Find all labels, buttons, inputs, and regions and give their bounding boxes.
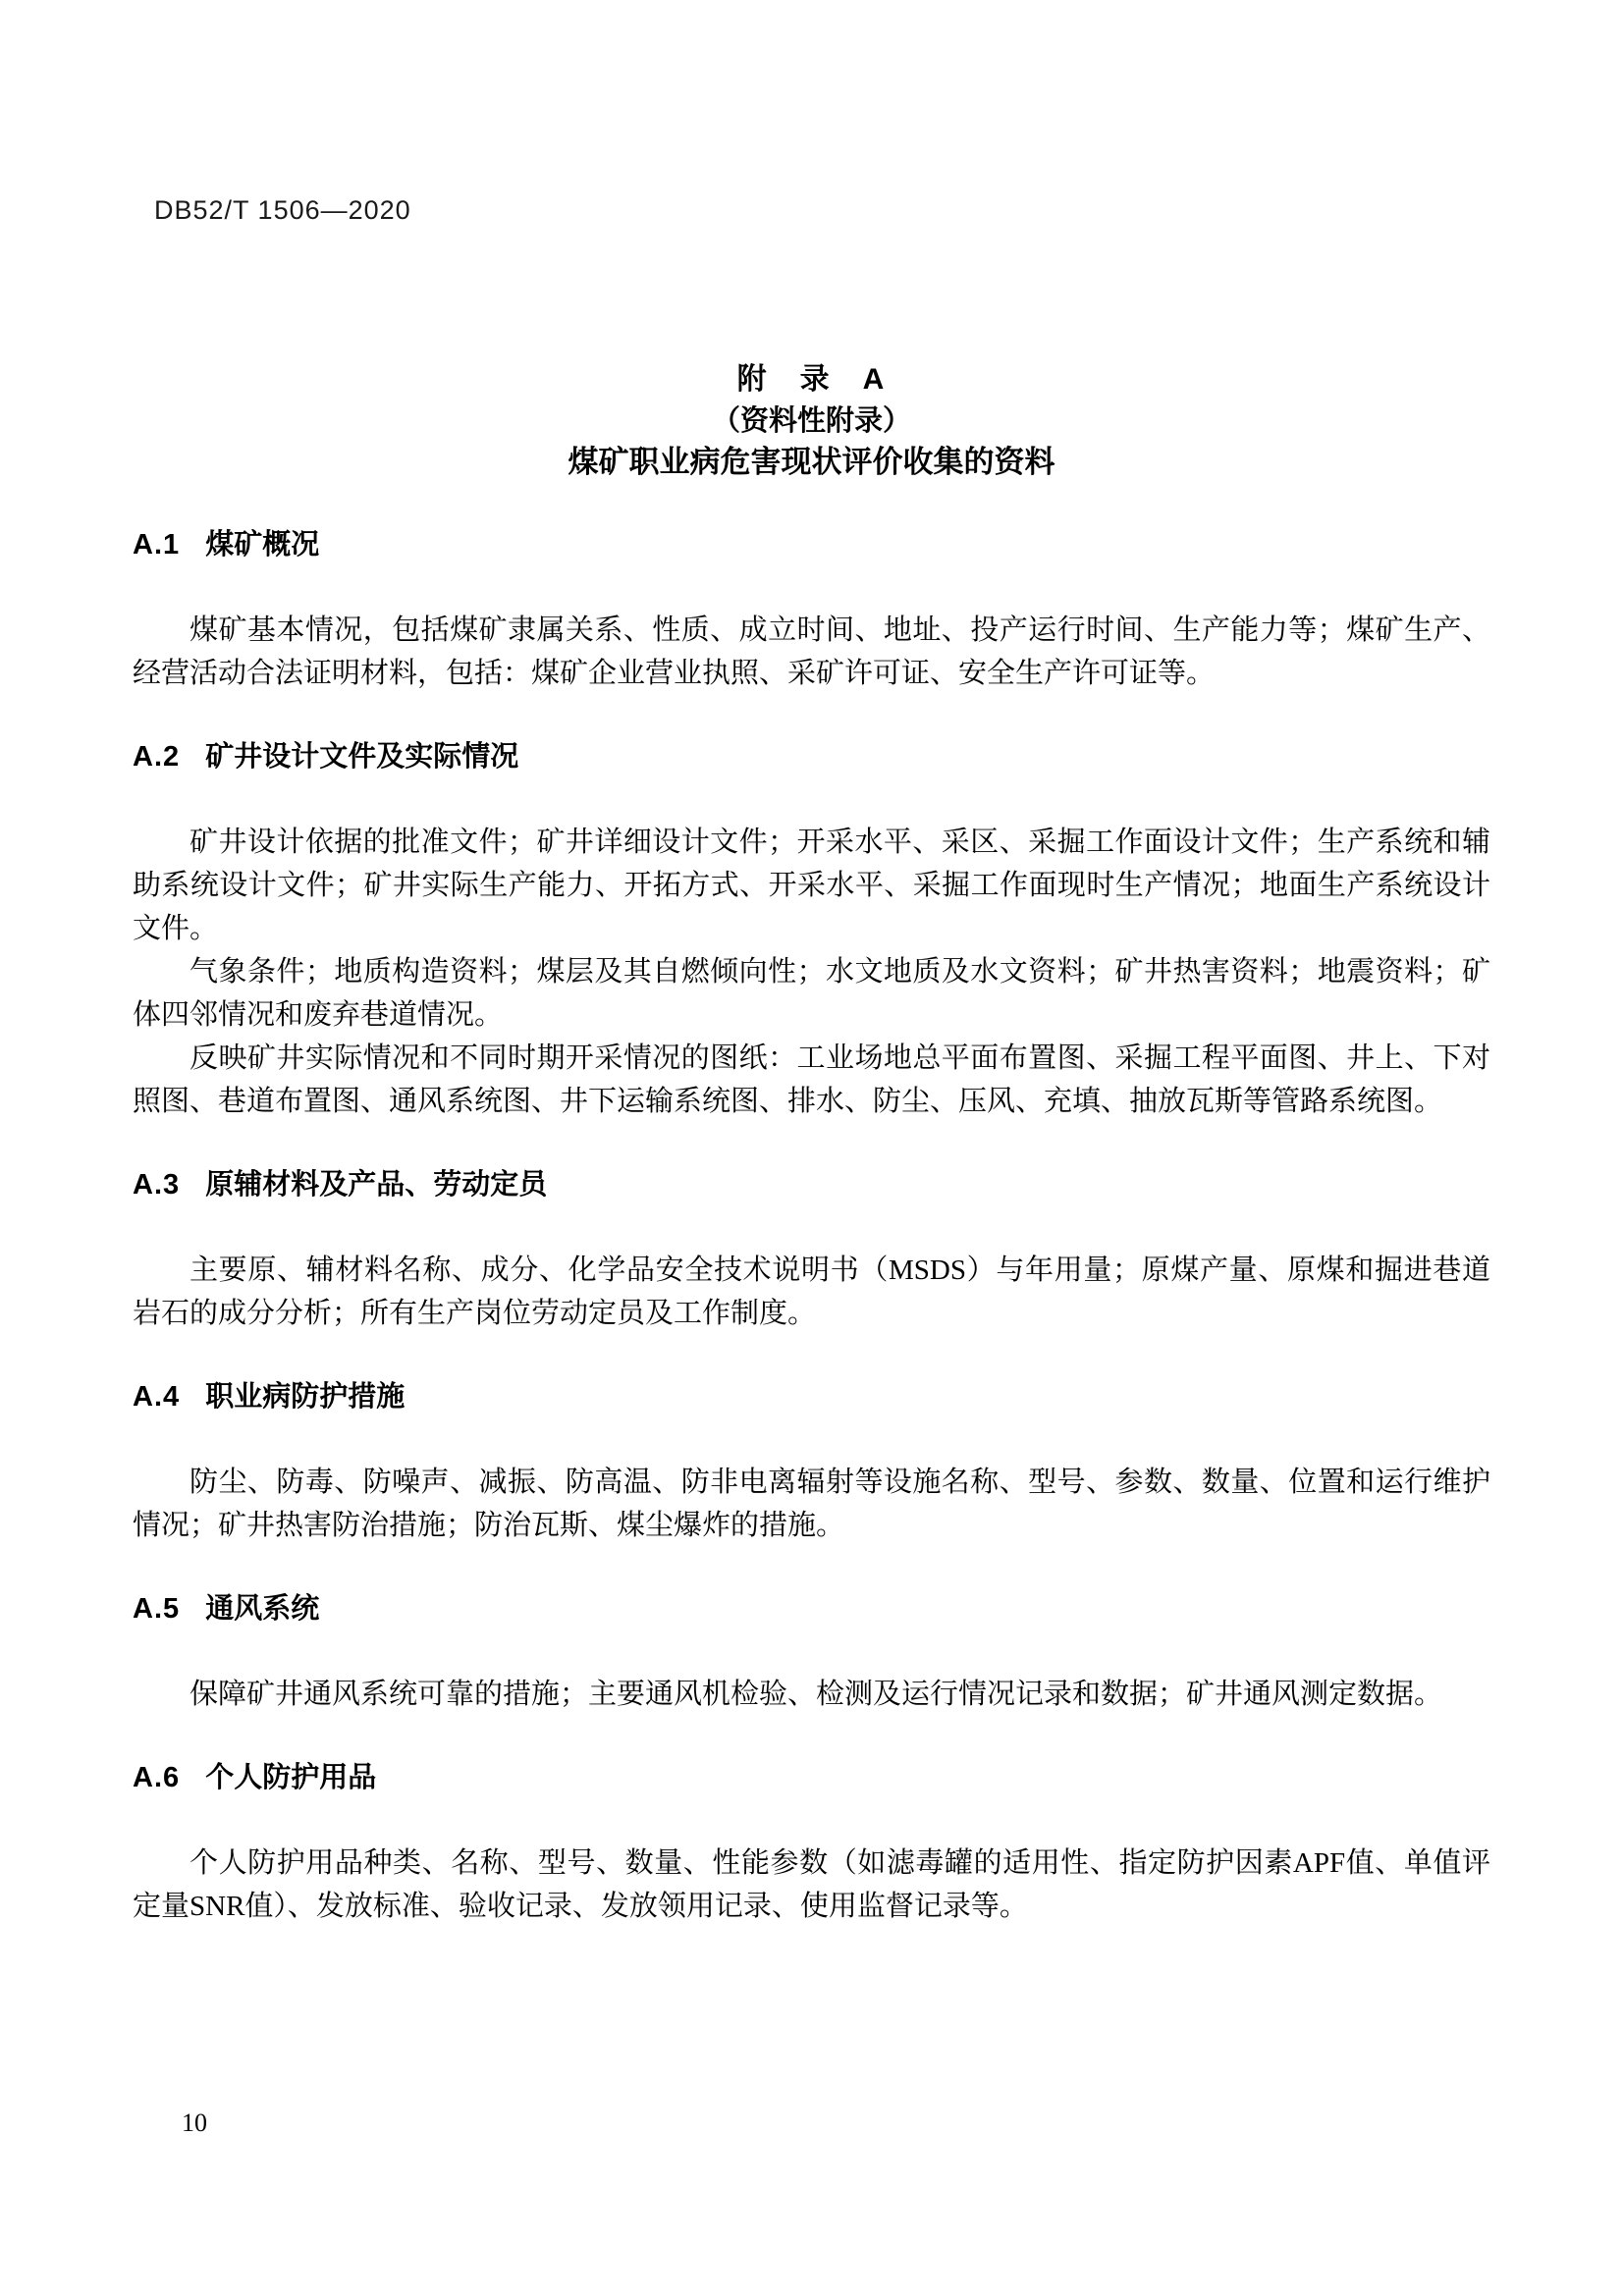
section-a1-title: 煤矿概况 xyxy=(205,529,320,561)
section-a4-paragraph: 防尘、防毒、防噪声、减振、防高温、防非电离辐射等设施名称、型号、参数、数量、位置和运行维护情况；矿井热害防治措施；防治瓦斯、煤尘爆炸的措施。 xyxy=(133,1467,1490,1541)
section-a6-title: 个人防护用品 xyxy=(205,1762,377,1793)
section-a3-number: A.3 xyxy=(133,1169,181,1201)
section-a2 xyxy=(133,740,1490,1123)
section-a2-paragraph: 气象条件；地质构造资料；煤层及其自燃倾向性；水文地质及水文资料；矿井热害资料；地震资料；矿体四邻情况和废弃巷道情况。 xyxy=(133,956,1490,1031)
section-a5-title: 通风系统 xyxy=(205,1593,320,1625)
section-a1-number: A.1 xyxy=(133,529,181,561)
section-a6-number: A.6 xyxy=(133,1762,181,1793)
section-a2-heading xyxy=(133,740,1490,774)
section-a4-title: 职业病防护措施 xyxy=(205,1381,406,1413)
section-a5 xyxy=(133,1592,1490,1716)
section-a3-title: 原辅材料及产品、劳动定员 xyxy=(205,1169,548,1201)
appendix-title-block xyxy=(133,359,1490,483)
section-a2-number: A.2 xyxy=(133,741,181,773)
section-a5-heading xyxy=(133,1592,1490,1626)
page-number: 10 xyxy=(182,2109,207,2137)
section-a2-title: 矿井设计文件及实际情况 xyxy=(205,741,519,773)
appendix-subtitle: （资料性附录） xyxy=(711,405,911,437)
section-a3 xyxy=(133,1168,1490,1335)
section-a4-number: A.4 xyxy=(133,1381,181,1413)
section-a5-paragraph: 保障矿井通风系统可靠的措施；主要通风机检验、检测及运行情况记录和数据；矿井通风测定数据。 xyxy=(189,1679,1443,1710)
appendix-description-title: 煤矿职业病危害现状评价收集的资料 xyxy=(568,445,1055,479)
standard-code-header: DB52/T 1506—2020 xyxy=(154,195,411,225)
section-a6-heading xyxy=(133,1761,1490,1794)
appendix-title: 附 录 A xyxy=(736,363,887,396)
section-a6-paragraph: 个人防护用品种类、名称、型号、数量、性能参数（如滤毒罐的适用性、指定防护因素APF值、单值评定量SNR值）、发放标准、验收记录、发放领用记录、使用监督记录等。 xyxy=(133,1847,1490,1922)
section-a3-heading xyxy=(133,1168,1490,1201)
section-a4 xyxy=(133,1380,1490,1547)
section-a1 xyxy=(133,528,1490,695)
section-a6 xyxy=(133,1761,1490,1928)
section-a2-paragraph: 矿井设计依据的批准文件；矿井详细设计文件；开采水平、采区、采掘工作面设计文件；生产系统和辅助系统设计文件；矿井实际生产能力、开拓方式、开采水平、采掘工作面现时生产情况；地面生产系统设计文件。 xyxy=(133,827,1490,944)
section-a5-number: A.5 xyxy=(133,1593,181,1625)
section-a1-heading xyxy=(133,528,1490,561)
section-a4-heading xyxy=(133,1380,1490,1414)
section-a3-paragraph: 主要原、辅材料名称、成分、化学品安全技术说明书（MSDS）与年用量；原煤产量、原煤和掘进巷道岩石的成分分析；所有生产岗位劳动定员及工作制度。 xyxy=(133,1255,1490,1329)
section-a1-paragraph: 煤矿基本情况，包括煤矿隶属关系、性质、成立时间、地址、投产运行时间、生产能力等；煤矿生产、经营活动合法证明材料，包括：煤矿企业营业执照、采矿许可证、安全生产许可证等。 xyxy=(133,614,1490,689)
section-a2-paragraph: 反映矿井实际情况和不同时期开采情况的图纸：工业场地总平面布置图、采掘工程平面图、井上、下对照图、巷道布置图、通风系统图、井下运输系统图、排水、防尘、压风、充填、抽放瓦斯等管路系统图。 xyxy=(133,1042,1490,1117)
